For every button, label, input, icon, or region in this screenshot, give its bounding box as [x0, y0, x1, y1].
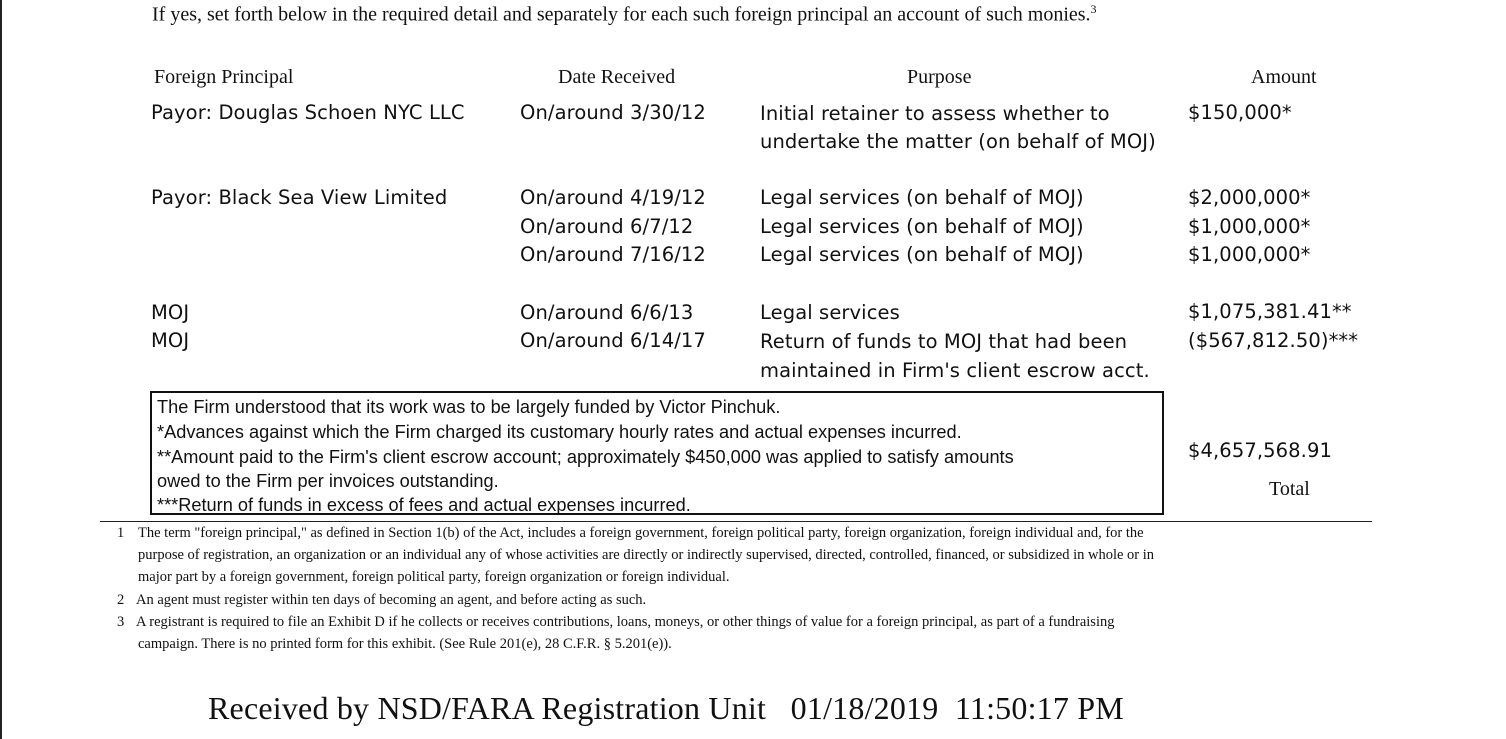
footnote-text: A registrant is required to file an Exhibit D if he collects or receives contributions, loans, moneys, or other things of value for a foreign principal, as part of a fundraising	[136, 614, 1115, 630]
row-date: On/around 4/19/12	[520, 186, 706, 209]
note-line-return: ***Return of funds in excess of fees and actual expenses incurred.	[157, 495, 691, 515]
row-purpose: Legal services (on behalf of MOJ)	[760, 215, 1084, 238]
received-stamp: Received by NSD/FARA Registration Unit 01/18/2019 11:50:17 PM	[208, 690, 1124, 726]
footnote-text: The term "foreign principal," as defined in Section 1(b) of the Act, includes a foreign government, foreign political party, foreign organization, foreign individual and, for the	[138, 525, 1144, 541]
header-purpose: Purpose	[907, 66, 972, 88]
intro-sentence: If yes, set forth below in the required detail and separately for each such foreign principal an account of such monies.	[152, 3, 1091, 26]
page-left-border	[0, 0, 2, 739]
row-principal: MOJ	[151, 301, 190, 324]
row-amount: ($567,812.50)***	[1188, 329, 1359, 352]
header-foreign-principal: Foreign Principal	[154, 66, 294, 88]
footnote-text: campaign. There is no printed form for this exhibit. (See Rule 201(e), 28 C.F.R. § 5.201(e)).	[138, 636, 672, 652]
note-line-escrow-cont: owed to the Firm per invoices outstanding.	[157, 471, 499, 491]
total-label: Total	[1269, 478, 1310, 500]
row-purpose: Legal services (on behalf of MOJ)	[760, 243, 1084, 266]
row-date: On/around 7/16/12	[520, 243, 706, 266]
row-amount: $1,000,000*	[1188, 243, 1311, 266]
footnote-text: An agent must register within ten days of becoming an agent, and before acting as such.	[136, 592, 647, 608]
row-date: On/around 6/6/13	[520, 301, 694, 324]
row-purpose: Return of funds to MOJ that had been	[760, 330, 1128, 353]
footnote-ref-3: 3	[1090, 2, 1097, 16]
row-date: On/around 6/14/17	[520, 329, 706, 352]
row-principal: Payor: Douglas Schoen NYC LLC	[151, 101, 465, 124]
header-date-received: Date Received	[558, 66, 676, 88]
total-amount: $4,657,568.91	[1188, 439, 1332, 462]
row-amount: $1,075,381.41**	[1188, 300, 1352, 323]
row-purpose: Legal services	[760, 301, 900, 324]
note-line-advances: *Advances against which the Firm charged its customary hourly rates and actual expenses incurred.	[157, 422, 962, 442]
row-amount: $1,000,000*	[1188, 215, 1311, 238]
row-date: On/around 6/7/12	[520, 215, 694, 238]
header-amount: Amount	[1251, 66, 1317, 88]
row-date: On/around 3/30/12	[520, 101, 706, 124]
footnote-divider	[100, 521, 1372, 522]
row-principal: Payor: Black Sea View Limited	[151, 186, 448, 209]
row-purpose: Legal services (on behalf of MOJ)	[760, 186, 1084, 209]
intro-text	[152, 2, 1097, 27]
row-principal: MOJ	[151, 329, 190, 352]
footnote-number: 1	[117, 525, 125, 541]
row-purpose-cont: maintained in Firm's client escrow acct.	[760, 359, 1150, 382]
notes-box	[150, 391, 1164, 515]
row-purpose: Initial retainer to assess whether to	[760, 102, 1110, 125]
row-purpose-cont: undertake the matter (on behalf of MOJ)	[760, 130, 1156, 153]
footnote-text: major part by a foreign government, foreign political party, foreign organization or foreign individual.	[138, 569, 730, 585]
row-amount: $150,000*	[1188, 101, 1292, 124]
note-line-escrow: **Amount paid to the Firm's client escrow account; approximately $450,000 was applied to satisfy amounts	[157, 447, 1014, 467]
footnote-number: 2	[117, 592, 125, 608]
footnote-number: 3	[117, 614, 125, 630]
footnote-text: purpose of registration, an organization or an individual any of whose activities are directly or indirectly supervised, directed, controlled, financed, or subsidized in whole or in	[138, 547, 1155, 563]
note-line-funding: The Firm understood that its work was to be largely funded by Victor Pinchuk.	[157, 397, 781, 417]
row-amount: $2,000,000*	[1188, 186, 1311, 209]
